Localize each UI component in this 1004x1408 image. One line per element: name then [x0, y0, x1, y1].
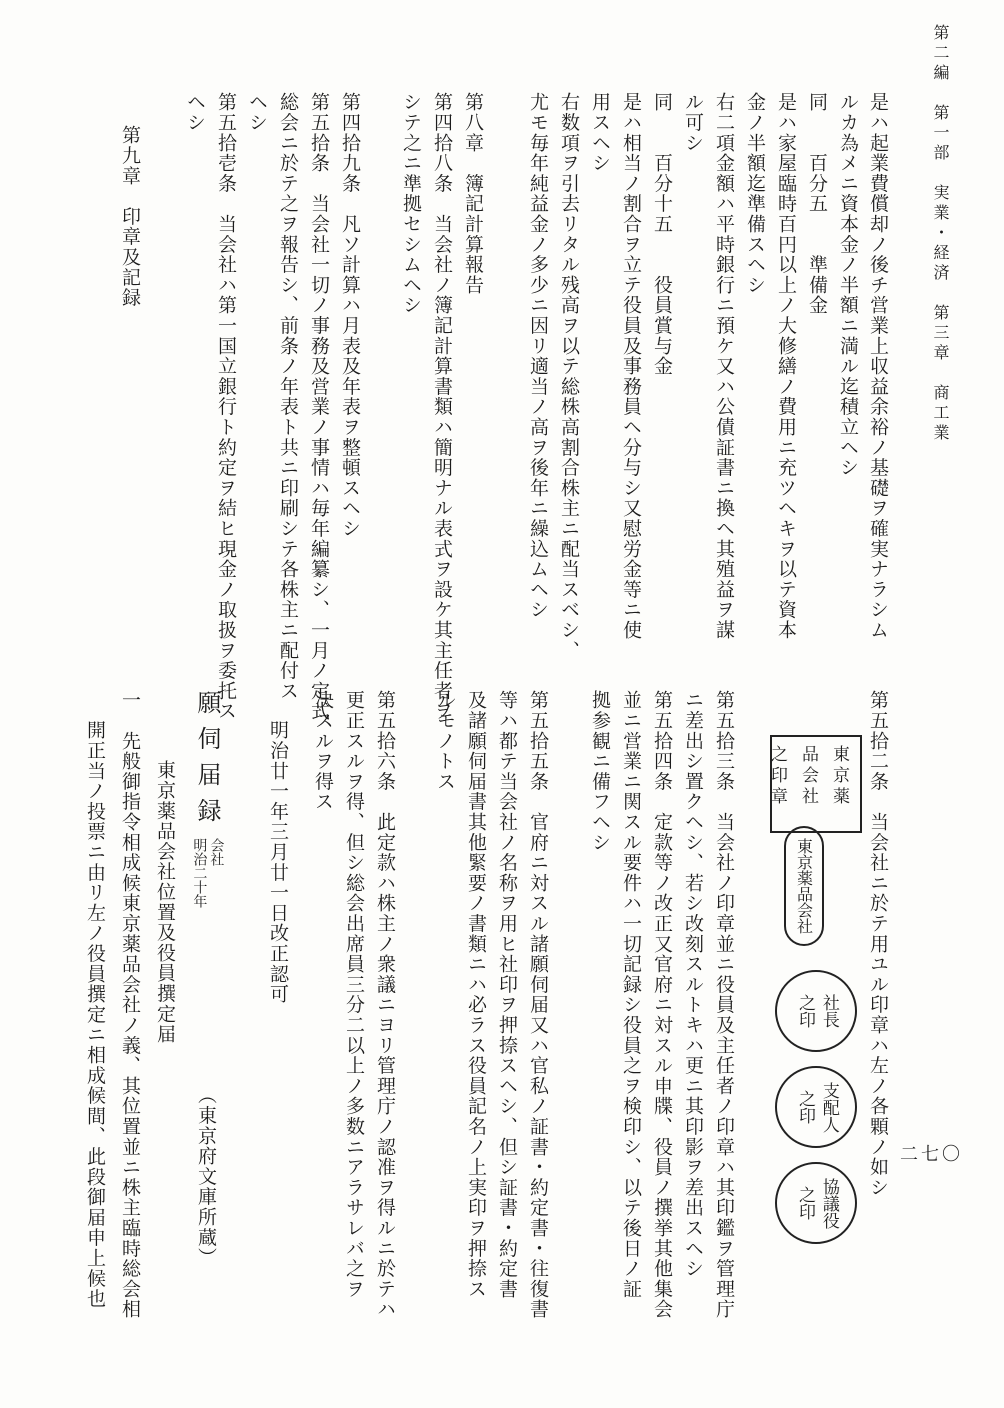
seal-text: 支配人	[818, 1081, 839, 1133]
article-52: 第五拾二条 当会社ニ於テ用ユル印章ハ左ノ各顆ノ如シ	[867, 690, 889, 1198]
text-column: 第五拾四条 定款等ノ改正又官府ニ対スル申牒、役員ノ撰挙其他集会	[651, 690, 673, 1320]
text-column: 更正スルヲ得、但シ総会出席員三分二以上ノ多数ニアラサレバ之ヲ	[343, 690, 365, 1299]
page-number: 二七〇	[900, 1144, 963, 1165]
text-column: シテ之ニ準拠セシムヘシ	[400, 92, 422, 316]
text-column: ル可シ	[682, 92, 704, 153]
text-column: 第四拾八条 当会社ノ簿記計算書類ハ簡明ナル表式ヲ設ケ其主任者ヲ	[431, 92, 453, 722]
round-seal	[775, 1162, 857, 1244]
chapter-heading: 第九章 印章及記録	[119, 125, 141, 308]
text-column: 同 百分十五 役員賞与金	[651, 92, 673, 377]
text-column: 及諸願伺届書其他緊要ノ書類ニハ必ラス役員記名ノ上実印ヲ押捺ス	[465, 690, 487, 1299]
meta-tag: 会社	[208, 838, 225, 866]
text-column: 第五拾五条 官府ニ対スル諸願伺届又ハ官私ノ証書・約定書・往復書	[527, 690, 549, 1320]
text-column: 明治廿一年三月廿一日改正認可	[267, 720, 289, 1005]
text-column: 第五拾六条 此定款ハ株主ノ衆議ニヨリ管理庁ノ認准ヲ得ルニ於テハ	[374, 690, 396, 1320]
square-seal	[767, 735, 862, 833]
text-column: 拠参観ニ備フヘシ	[589, 690, 611, 853]
seal-text: 之印	[795, 1186, 815, 1220]
text-column: ニ差出シ置クヘシ、若シ改刻スルトキハ更ニ其印影ヲ差出スヘシ	[682, 690, 704, 1279]
text-column: ヘシ	[246, 92, 268, 133]
text-column: 是ハ起業費償却ノ後チ営業上収益余裕ノ基礎ヲ確実ナラシム	[867, 92, 889, 641]
seal-text: 協議役	[818, 1177, 839, 1229]
seal-text: 之印章	[767, 745, 787, 808]
text-column: 第五拾壱条 当会社ハ第一国立銀行ト約定ヲ結ヒ現金ノ取扱ヲ委托ス	[215, 92, 237, 722]
text-column: 一 先般御指令相成候東京薬品会社ノ義、其位置並ニ株主臨時総会相	[119, 690, 141, 1320]
section-title: 願伺届録	[193, 690, 221, 834]
seal-text: 社長	[818, 994, 839, 1028]
text-column: 並ニ営業ニ関スル要件ハ一切記録シ役員之ヲ検印シ、以テ後日ノ証	[620, 690, 642, 1299]
text-column: 等ハ都テ当会社ノ名称ヲ用ヒ社印ヲ押捺スヘシ、但シ証書・約定書	[496, 690, 518, 1299]
text-column: 東京薬品会社位置及役員撰定届	[154, 760, 176, 1045]
round-seal	[775, 970, 857, 1052]
text-column: ルカ為メニ資本金ノ半額ニ満ル迄積立ヘシ	[837, 92, 859, 478]
text-column: 是ハ家屋臨時百円以上ノ大修繕ノ費用ニ充ツヘキヲ以テ資本	[775, 92, 797, 641]
seal-text: 東京薬	[829, 745, 849, 808]
text-column: 総会ニ於テ之ヲ報告シ、前条ノ年表ト共ニ印刷シテ各株主ニ配付ス	[277, 92, 299, 701]
text-column: 用スヘシ	[589, 92, 611, 174]
text-column: 同 百分五 準備金	[806, 92, 828, 316]
text-column: 右二項金額ハ平時銀行ニ預ケ又ハ公債証書ニ換ヘ其殖益ヲ謀	[713, 92, 735, 641]
text-column: 第四拾九条 凡ソ計算ハ月表及年表ヲ整頓スヘシ	[339, 92, 361, 539]
oval-seal: 東京薬品会社	[784, 826, 824, 946]
seal-text: 品会社	[798, 745, 818, 808]
text-column: 金ノ半額迄準備スヘシ	[744, 92, 766, 295]
meta-tag: 明治二十年	[191, 838, 208, 908]
text-column: 右数項ヲ引去リタル残高ヲ以テ総株高割合株主ニ配当スベシ、	[558, 92, 580, 661]
source-note: （東京府文庫所蔵）	[195, 1085, 217, 1268]
text-column: 尤モ毎年純益金ノ多少ニ因リ適当ノ高ヲ後年ニ繰込ムヘシ	[527, 92, 549, 620]
text-column: 開正当ノ投票ニ由リ左ノ役員撰定ニ相成候間、此段御届申上候也	[84, 720, 106, 1309]
seal-text: 之印	[795, 1090, 815, 1124]
seal-text: 之印	[795, 994, 815, 1028]
running-header: 第二編 第一部 実業・経済 第三章 商工業	[931, 24, 950, 444]
text-column: ルモノトス	[434, 690, 456, 792]
text-column: 是ハ相当ノ割合ヲ立テ役員及事務員ヘ分与シ又慰労金等ニ使	[620, 92, 642, 641]
chapter-heading: 第八章 簿記計算報告	[462, 92, 484, 295]
text-column: ヘシ	[184, 92, 206, 133]
text-column: 第五拾三条 当会社ノ印章並ニ役員及主任者ノ印章ハ其印鑑ヲ管理庁	[713, 690, 735, 1320]
round-seal	[775, 1066, 857, 1148]
text-column: 第五拾条 当会社一切ノ事務及営業ノ事情ハ毎年編纂シ、一月ノ定式	[308, 92, 330, 722]
text-column: 決スルヲ得ス	[312, 690, 334, 812]
